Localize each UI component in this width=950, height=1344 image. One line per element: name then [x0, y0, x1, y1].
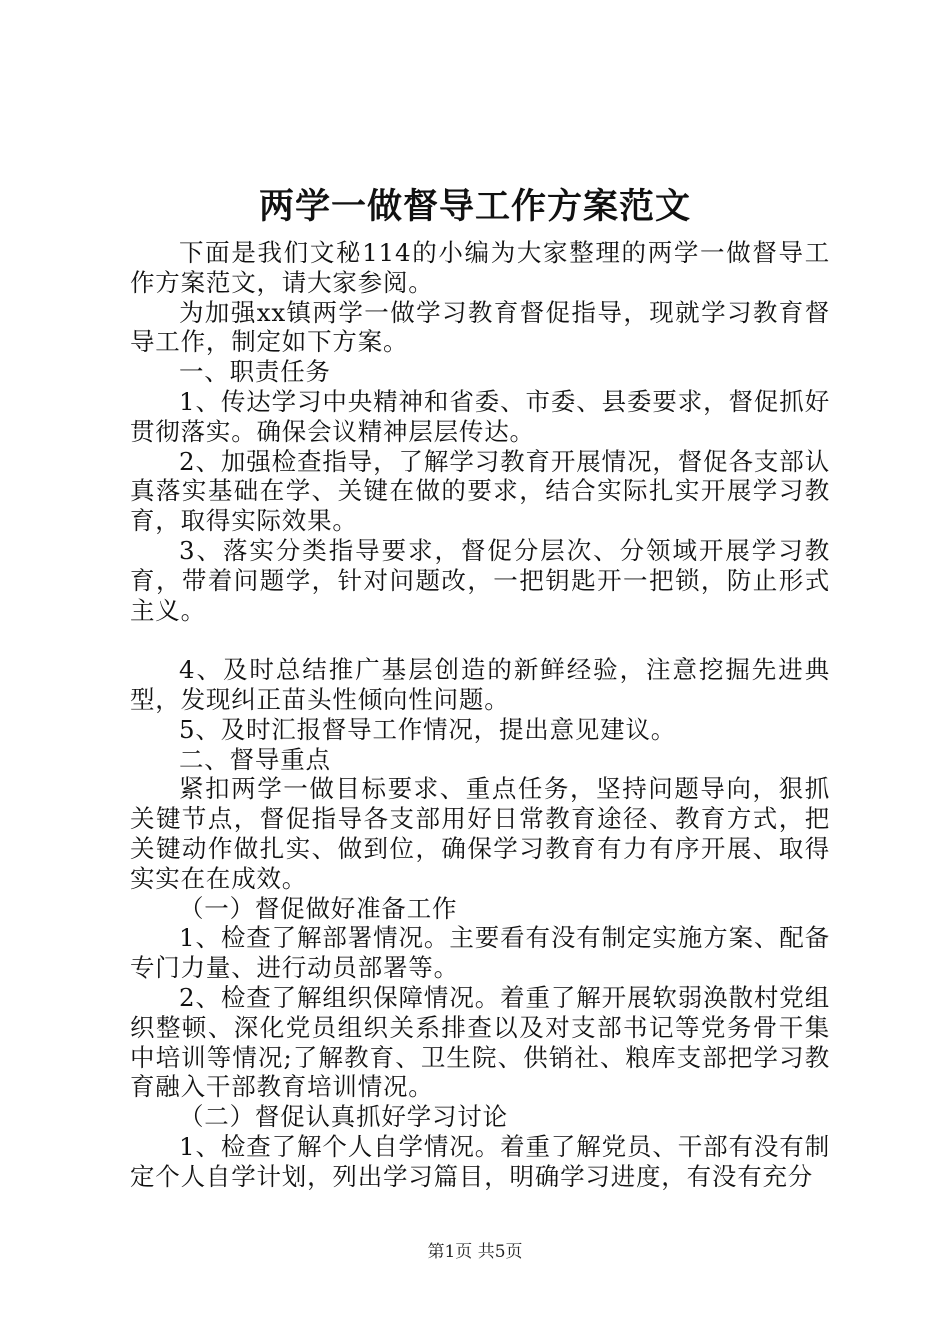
- paragraph-intro: 下面是我们文秘114的小编为大家整理的两学一做督导工作方案范文，请大家参阅。: [130, 238, 830, 297]
- list-item-prep-2: 2、检查了解组织保障情况。着重了解开展软弱涣散村党组织整顿、深化党员组织关系排查以及对支部书记等党务骨干集中培训等情况;了解教育、卫生院、供销社、粮库支部把学习教育融入干部教育培训情况。: [130, 982, 830, 1102]
- list-item-duty-4: 4、及时总结推广基层创造的新鲜经验，注意挖掘先进典型，发现纠正苗头性倾向性问题。: [130, 655, 830, 714]
- list-item-prep-1: 1、检查了解部署情况。主要看有没有制定实施方案、配备专门力量、进行动员部署等。: [130, 923, 830, 983]
- subsection-heading-prep: （一）督促做好准备工作: [179, 893, 458, 923]
- section-heading-duties: 一、职责任务: [179, 357, 331, 387]
- list-item-duty-1: 1、传达学习中央精神和省委、市委、县委要求，督促抓好贯彻落实。确保会议精神层层传达。: [130, 386, 830, 446]
- paragraph-purpose: 为加强xx镇两学一做学习教育督促指导，现就学习教育督导工作，制定如下方案。: [130, 297, 830, 357]
- page-footer: 第1页 共5页: [427, 1242, 523, 1262]
- document-title: 两学一做督导工作方案范文: [258, 186, 691, 227]
- list-item-study-1: 1、检查了解个人自学情况。着重了解党员、干部有没有制定个人自学计划，列出学习篇目，明确学习进度，有没有充分: [130, 1131, 830, 1191]
- section-heading-focus: 二、督导重点: [179, 744, 331, 774]
- list-item-duty-3: 3、落实分类指导要求，督促分层次、分领域开展学习教育，带着问题学，针对问题改，一把钥匙开一把锁，防止形式主义。: [130, 535, 830, 625]
- document-body: [130, 238, 830, 1192]
- paragraph-focus: 紧扣两学一做目标要求、重点任务，坚持问题导向，狠抓关键节点，督促指导各支部用好日常教育途径、教育方式，把关键动作做扎实、做到位，确保学习教育有力有序开展、取得实实在在成效。: [130, 774, 830, 893]
- list-item-duty-2: 2、加强检查指导，了解学习教育开展情况，督促各支部认真落实基础在学、关键在做的要求，结合实际扎实开展学习教育，取得实际效果。: [130, 446, 830, 536]
- subsection-heading-study: （二）督促认真抓好学习讨论: [179, 1102, 508, 1132]
- list-item-duty-5: 5、及时汇报督导工作情况，提出意见建议。: [179, 714, 677, 744]
